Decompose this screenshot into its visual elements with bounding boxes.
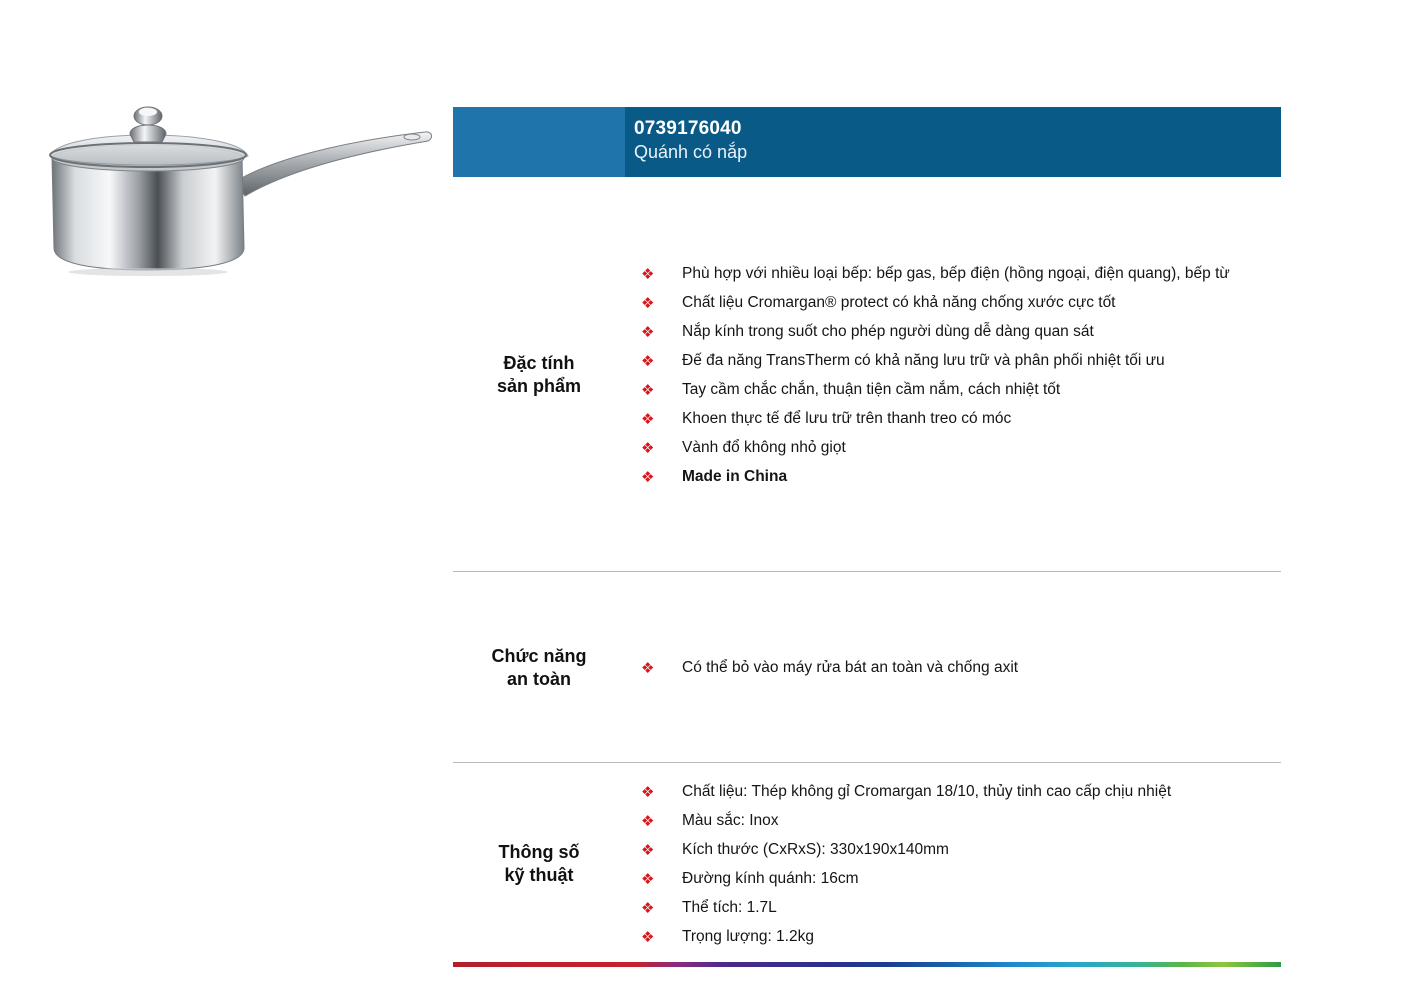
section-divider [453,762,1281,763]
list-item [641,404,1230,433]
list-item [641,864,1171,893]
list-item-text: Vành đổ không nhỏ giọt [682,438,846,456]
bullet-icon: ❖ [641,468,655,486]
section-technical-specs [453,777,1281,957]
list-item-text: Màu sắc: Inox [682,811,779,829]
list-item [641,462,1230,491]
product-image [40,98,435,278]
section-label-line: Đặc tính [503,353,575,373]
list-item [641,259,1230,288]
list-item-text: Trọng lượng: 1.2kg [682,927,814,945]
bullet-icon: ❖ [641,870,655,888]
header-accent-block [453,107,625,177]
list-item [641,288,1230,317]
bullet-icon: ❖ [641,812,655,830]
bullet-icon: ❖ [641,410,655,428]
section-divider [453,571,1281,572]
bullet-icon: ❖ [641,928,655,946]
section-label-line: an toàn [506,669,571,689]
list-item-text: Phù hợp với nhiều loại bếp: bếp gas, bếp điện (hồng ngoại, điện quang), bếp từ [682,264,1230,282]
list-item [641,777,1171,806]
feature-list [641,259,1230,491]
bullet-icon: ❖ [641,841,655,859]
list-item [641,922,1171,951]
section-label-specs [453,841,625,887]
section-label-line: Thông số [498,842,580,862]
safety-list [641,653,1018,682]
list-item [641,893,1171,922]
list-item [641,317,1230,346]
list-item-text: Kích thước (CxRxS): 330x190x140mm [682,840,949,858]
section-label-line: Chức năng [491,646,587,666]
list-item [641,346,1230,375]
list-item [641,835,1171,864]
section-label-safety [453,645,625,691]
section-product-features [453,259,1281,499]
bullet-icon: ❖ [641,294,655,312]
list-item [641,375,1230,404]
list-item [641,653,1018,682]
section-label-line: sản phẩm [496,376,582,396]
bullet-icon: ❖ [641,783,655,801]
list-item-text: Đường kính quánh: 16cm [682,869,859,887]
list-item-text: Thể tích: 1.7L [682,898,777,916]
list-item-text: Made in China [682,467,788,485]
bullet-icon: ❖ [641,265,655,283]
product-name: Quánh có nắp [634,142,748,162]
list-item-text: Có thể bỏ vào máy rửa bát an toàn và chống axit [682,658,1019,676]
header-title-block [625,107,1281,177]
product-sku: 0739176040 [634,118,742,139]
section-safety [453,645,1281,705]
brand-color-bar [453,962,1281,967]
list-item-text: Nắp kính trong suốt cho phép người dùng dễ dàng quan sát [682,322,1094,340]
bullet-icon: ❖ [641,659,655,677]
list-item [641,806,1171,835]
bullet-icon: ❖ [641,323,655,341]
list-item-text: Đế đa năng TransTherm có khả năng lưu trữ và phân phối nhiệt tối ưu [682,351,1165,369]
spec-list [641,777,1171,951]
list-item-text: Khoen thực tế để lưu trữ trên thanh treo có móc [682,409,1012,427]
section-label-features [453,352,625,398]
bullet-icon: ❖ [641,381,655,399]
list-item-text: Chất liệu Cromargan® protect có khả năng chống xước cực tốt [682,293,1116,311]
list-item-text: Tay cầm chắc chắn, thuận tiện cầm nắm, cách nhiệt tốt [682,380,1061,398]
bullet-icon: ❖ [641,352,655,370]
section-label-line: kỹ thuật [504,865,574,885]
list-item-text: Chất liệu: Thép không gỉ Cromargan 18/10, thủy tinh cao cấp chịu nhiệt [682,782,1172,800]
list-item [641,433,1230,462]
bullet-icon: ❖ [641,899,655,917]
bullet-icon: ❖ [641,439,655,457]
product-header [453,107,1281,177]
